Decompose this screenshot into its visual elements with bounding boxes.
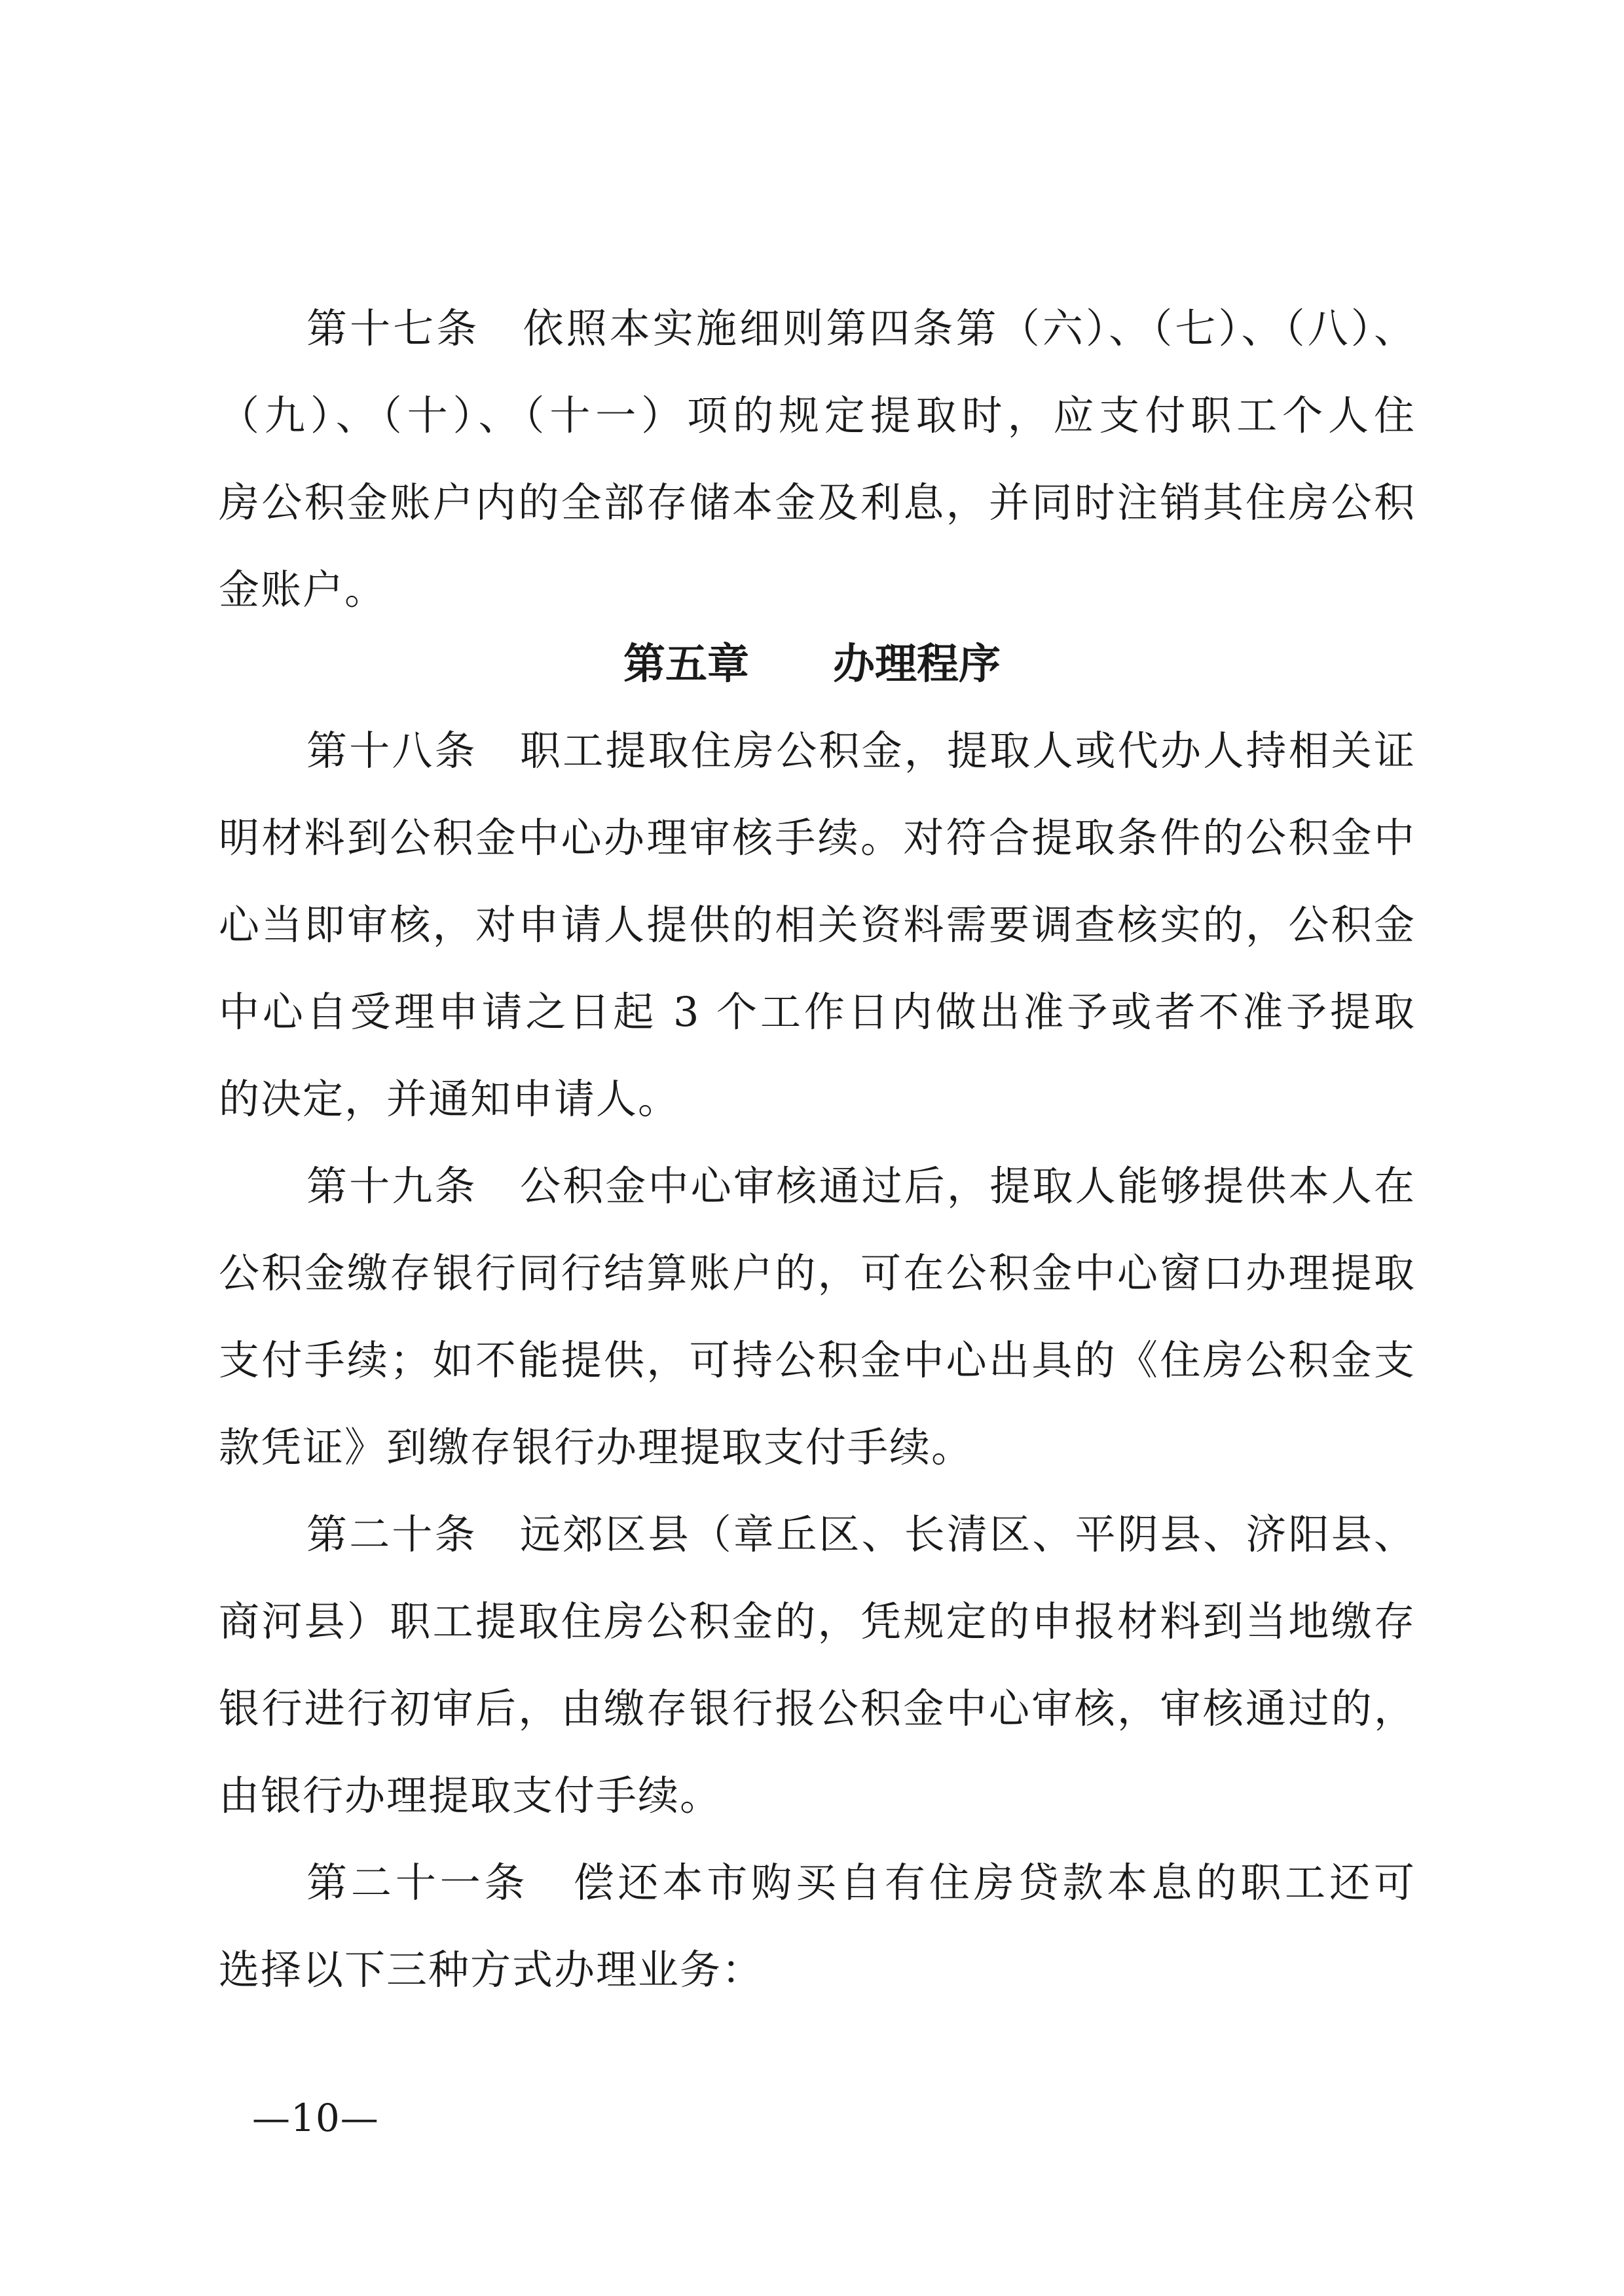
article-18-line-2: 明材料到公积金中心办理审核手续。对符合提取条件的公积金中 — [219, 814, 1416, 862]
article-21-line-1: 第二十一条 偿还本市购买自有住房贷款本息的职工还可 — [306, 1859, 1416, 1906]
article-18-line-3: 心当即审核，对申请人提供的相关资料需要调查核实的，公积金 — [219, 901, 1416, 949]
article-17-line-2: （九）、（十）、（十一）项的规定提取时，应支付职工个人住 — [219, 392, 1416, 439]
article-18-line-1: 第十八条 职工提取住房公积金，提取人或代办人持相关证 — [306, 727, 1416, 774]
page-number: —10— — [252, 2096, 379, 2140]
chapter-heading: 第五章 办理程序 — [623, 640, 1001, 689]
article-19-line-2: 公积金缴存银行同行结算账户的，可在公积金中心窗口办理提取 — [219, 1249, 1416, 1297]
article-19-line-1: 第十九条 公积金中心审核通过后，提取人能够提供本人在 — [306, 1162, 1416, 1210]
article-20-line-4: 由银行办理提取支付手续。 — [219, 1772, 722, 1819]
article-20-line-2: 商河县）职工提取住房公积金的，凭规定的申报材料到当地缴存 — [219, 1597, 1416, 1645]
article-18-line-4: 中心自受理申请之日起 3 个工作日内做出准予或者不准予提取 — [219, 988, 1416, 1036]
article-17-line-1: 第十七条 依照本实施细则第四条第（六）、（七）、（八）、 — [306, 304, 1416, 352]
article-20-line-3: 银行进行初审后，由缴存银行报公积金中心审核，审核通过的， — [219, 1685, 1416, 1732]
article-20-line-1: 第二十条 远郊区县（章丘区、长清区、平阴县、济阳县、 — [306, 1510, 1416, 1558]
article-17-line-3: 房公积金账户内的全部存储本金及利息，并同时注销其住房公积 — [219, 479, 1416, 526]
article-18-line-5: 的决定，并通知申请人。 — [219, 1075, 680, 1123]
article-21-line-2: 选择以下三种方式办理业务： — [219, 1946, 764, 1994]
article-19-line-3: 支付手续；如不能提供，可持公积金中心出具的《住房公积金支 — [219, 1336, 1416, 1384]
article-17-line-4: 金账户。 — [219, 566, 387, 613]
article-19-line-4: 款凭证》到缴存银行办理提取支付手续。 — [219, 1423, 974, 1471]
